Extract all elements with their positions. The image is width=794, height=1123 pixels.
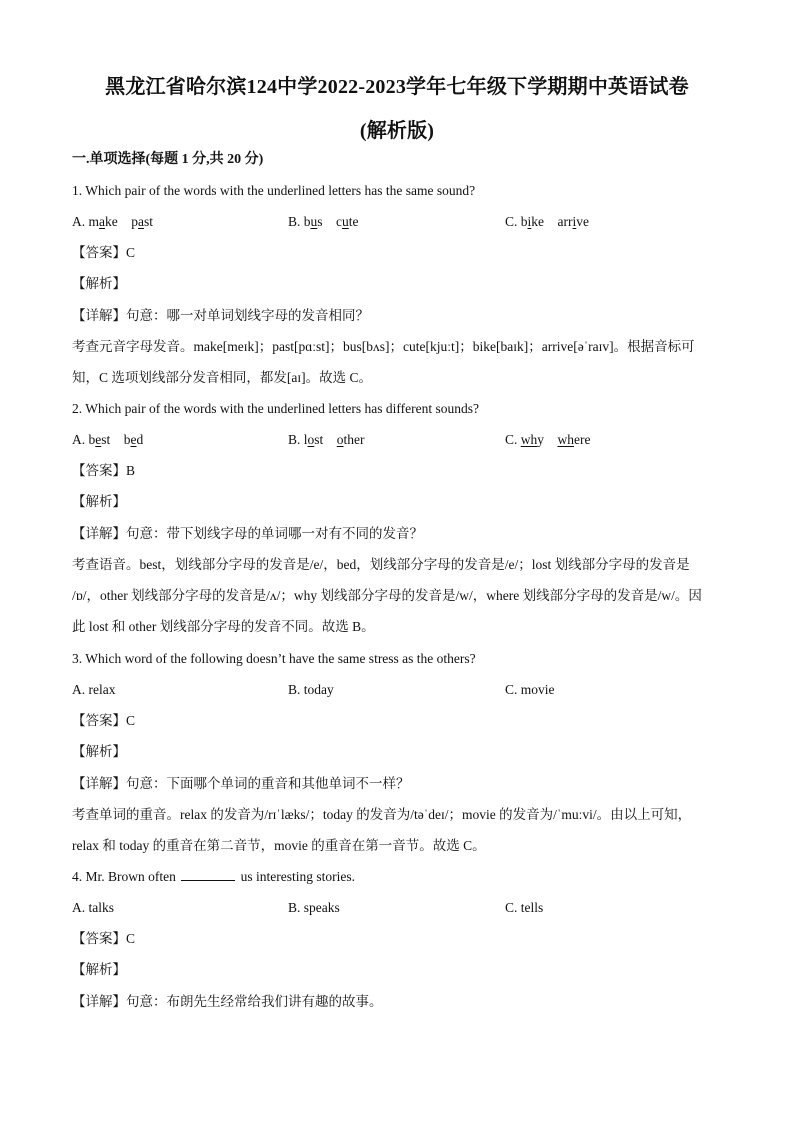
answer-blank (181, 868, 235, 881)
question-4-option-a: A. talks (72, 900, 114, 915)
question-2-option-a: A. best bed (72, 432, 144, 447)
question-3-detail: 【详解】句意：下面哪个单词的重音和其他单词不一样？ (72, 776, 410, 791)
question-3-stem: 3. Which word of the following doesn’t have the same stress as the others? (72, 651, 476, 666)
question-4-option-c: C. tells (505, 900, 544, 915)
question-1-stem: 1. Which pair of the words with the underlined letters has the same sound? (72, 183, 476, 198)
question-1-explanation: 考查元音字母发音。make[meɪk]；past[pɑːst]；bus[bʌs]；cute[kjuːt]；bike[baɪk]；arrive[əˈraɪv]。根据音标可 (72, 339, 695, 354)
question-1-option-b: B. bus cute (288, 214, 359, 229)
question-2-analysis-label: 【解析】 (72, 494, 126, 509)
question-1-analysis-label: 【解析】 (72, 276, 126, 291)
page-title: 黑龙江省哈尔滨124中学2022-2023学年七年级下学期期中英语试卷 (105, 76, 689, 98)
question-3-analysis-label: 【解析】 (72, 744, 126, 759)
question-2-detail: 【详解】句意：带下划线字母的单词哪一对有不同的发音？ (72, 526, 423, 541)
question-1-answer: 【答案】C (72, 245, 136, 260)
question-2-option-c: C. why where (505, 432, 591, 447)
question-3-answer: 【答案】C (72, 713, 136, 728)
question-2-explanation: 考查语音。best，划线部分字母的发音是/e/，bed，划线部分字母的发音是/e/；lost 划线部分字母的发音是 (72, 557, 690, 572)
question-2-option-b: B. lost other (288, 432, 365, 447)
page-subtitle: (解析版) (359, 120, 435, 142)
question-3-explanation: 考查单词的重音。relax 的发音为/rɪˈlæks/；today 的发音为/təˈdeɪ/；movie 的发音为/ˈmuːvi/。由以上可知， (72, 807, 692, 822)
question-1-option-a: A. make past (72, 214, 154, 229)
question-2-explanation-cont: /ɒ/，other 划线部分字母的发音是/ʌ/；why 划线部分字母的发音是/w/，where 划线部分字母的发音是/w/。因 (72, 588, 702, 603)
question-4-detail: 【详解】句意：布朗先生经常给我们讲有趣的故事。 (72, 994, 383, 1009)
question-1-explanation-cont: 知，C 选项划线部分发音相同，都发[aɪ]。故选 C。 (72, 370, 372, 385)
question-3-option-c: C. movie (505, 682, 555, 697)
question-4-option-b: B. speaks (288, 900, 340, 915)
question-3-explanation-cont: relax 和 today 的重音在第二音节，movie 的重音在第一音节。故选 C。 (72, 838, 486, 853)
question-4-answer: 【答案】C (72, 931, 136, 946)
question-2-explanation-end: 此 lost 和 other 划线部分字母的发音不同。故选 B。 (72, 619, 375, 634)
question-4-analysis-label: 【解析】 (72, 962, 126, 977)
question-1-option-c: C. bike arrive (505, 214, 590, 229)
question-2-stem: 2. Which pair of the words with the underlined letters has different sounds? (72, 401, 480, 416)
question-1-detail: 【详解】句意：哪一对单词划线字母的发音相同？ (72, 308, 369, 323)
question-3-option-a: A. relax (72, 682, 116, 697)
question-3-option-b: B. today (288, 682, 334, 697)
question-4-stem: 4. Mr. Brown often us interesting stories. (72, 869, 355, 884)
question-2-answer: 【答案】B (72, 463, 136, 478)
section-heading: 一.单项选择(每题 1 分,共 20 分) (72, 152, 264, 167)
